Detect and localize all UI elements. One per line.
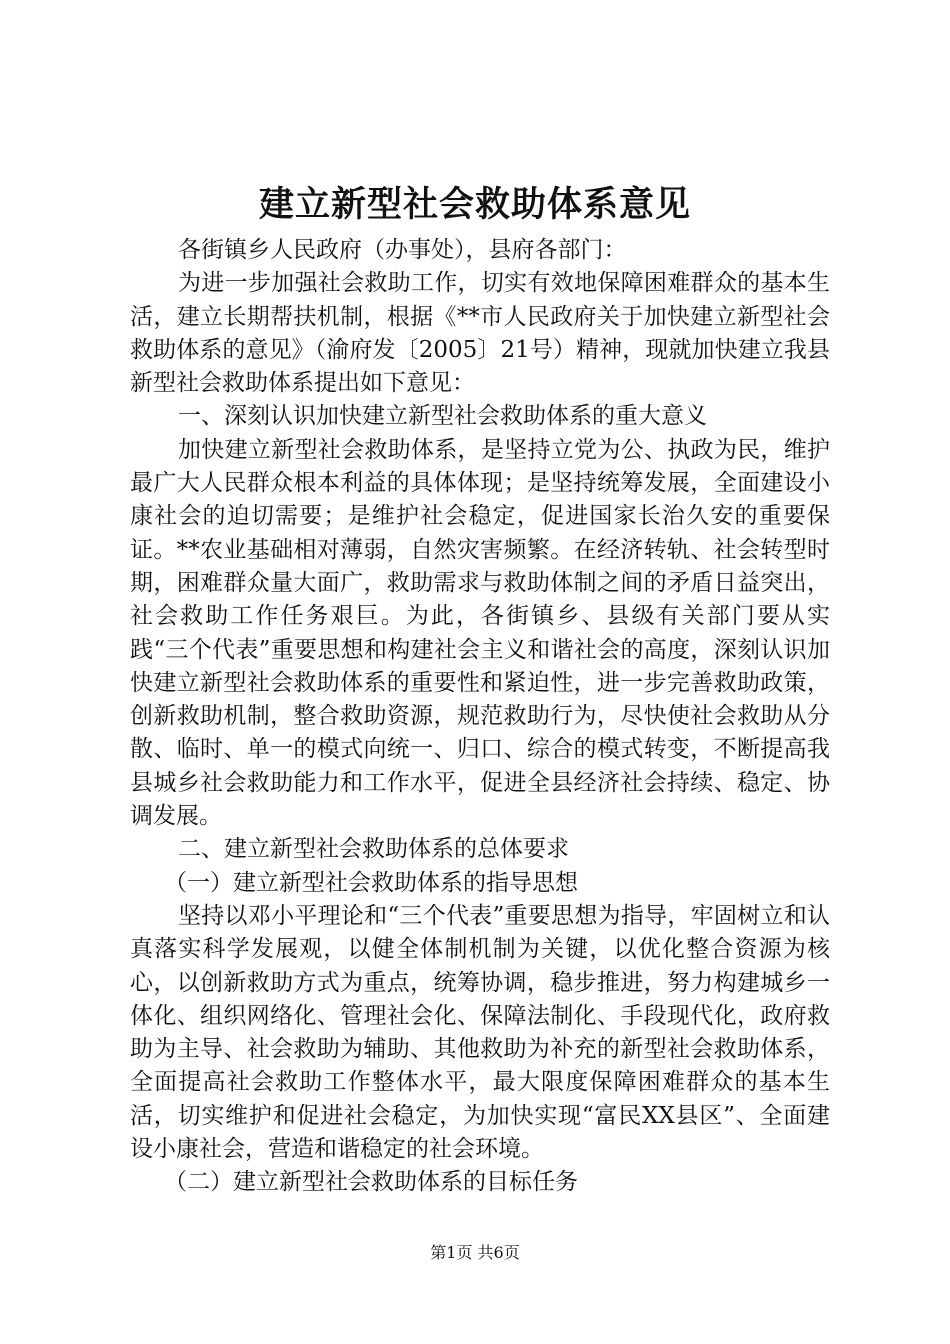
subsection-heading-2-1: （一）建立新型社会救助体系的指导思想: [164, 869, 578, 896]
subsection-2-1-paragraph: 坚持以邓小平理论和“三个代表”重要思想为指导，牢固树立和认真落实科学发展观，以健全体制机制为关键，以优化整合资源为核心，以创新救助方式为重点，统筹协调，稳步推进，努力构建城乡一体化、组织网络化、管理社会化、保障法制化、手段现代化，政府救助为主导、社会救助为辅助、其他救助为补充的新型社会救助体系，全面提高社会救助工作整体水平，最大限度保障困难群众的基本生活，切实维护和促进社会稳定，为加快实现“富民XX县区”、全面建设小康社会，营造和谐稳定的社会环境。: [130, 902, 830, 1163]
document-title: 建立新型社会救助体系意见: [258, 184, 691, 225]
page-number-footer: 第1页 共6页: [430, 1243, 520, 1262]
section-heading-2: 二、建立新型社会救助体系的总体要求: [178, 836, 569, 863]
section-heading-1: 一、深刻认识加快建立新型社会救助体系的重大意义: [178, 403, 707, 430]
document-body: [130, 234, 830, 1200]
section-1-paragraph: 加快建立新型社会救助体系，是坚持立党为公、执政为民，维护最广大人民群众根本利益的具体体现；是坚持统筹发展，全面建设小康社会的迫切需要；是维护社会稳定，促进国家长治久安的重要保证。**农业基础相对薄弱，自然灾害频繁。在经济转轨、社会转型时期，困难群众量大面广，救助需求与救助体制之间的矛盾日益突出，社会救助工作任务艰巨。为此，各街镇乡、县级有关部门要从实践“三个代表”重要思想和构建社会主义和谐社会的高度，深刻认识加快建立新型社会救助体系的重要性和紧迫性，进一步完善救助政策，创新救助机制，整合救助资源，规范救助行为，尽快使社会救助从分散、临时、单一的模式向统一、归口、综合的模式转变，不断提高我县城乡社会救助能力和工作水平，促进全县经济社会持续、稳定、协调发展。: [130, 436, 830, 830]
salutation: 各街镇乡人民政府（办事处），县府各部门：: [178, 237, 627, 263]
subsection-heading-2-2: （二）建立新型社会救助体系的目标任务: [164, 1169, 578, 1196]
intro-paragraph: 为进一步加强社会救助工作，切实有效地保障困难群众的基本生活，建立长期帮扶机制，根据《**市人民政府关于加快建立新型社会救助体系的意见》（渝府发〔2005〕21号）精神，现就加快建立我县新型社会救助体系提出如下意见：: [130, 270, 830, 397]
